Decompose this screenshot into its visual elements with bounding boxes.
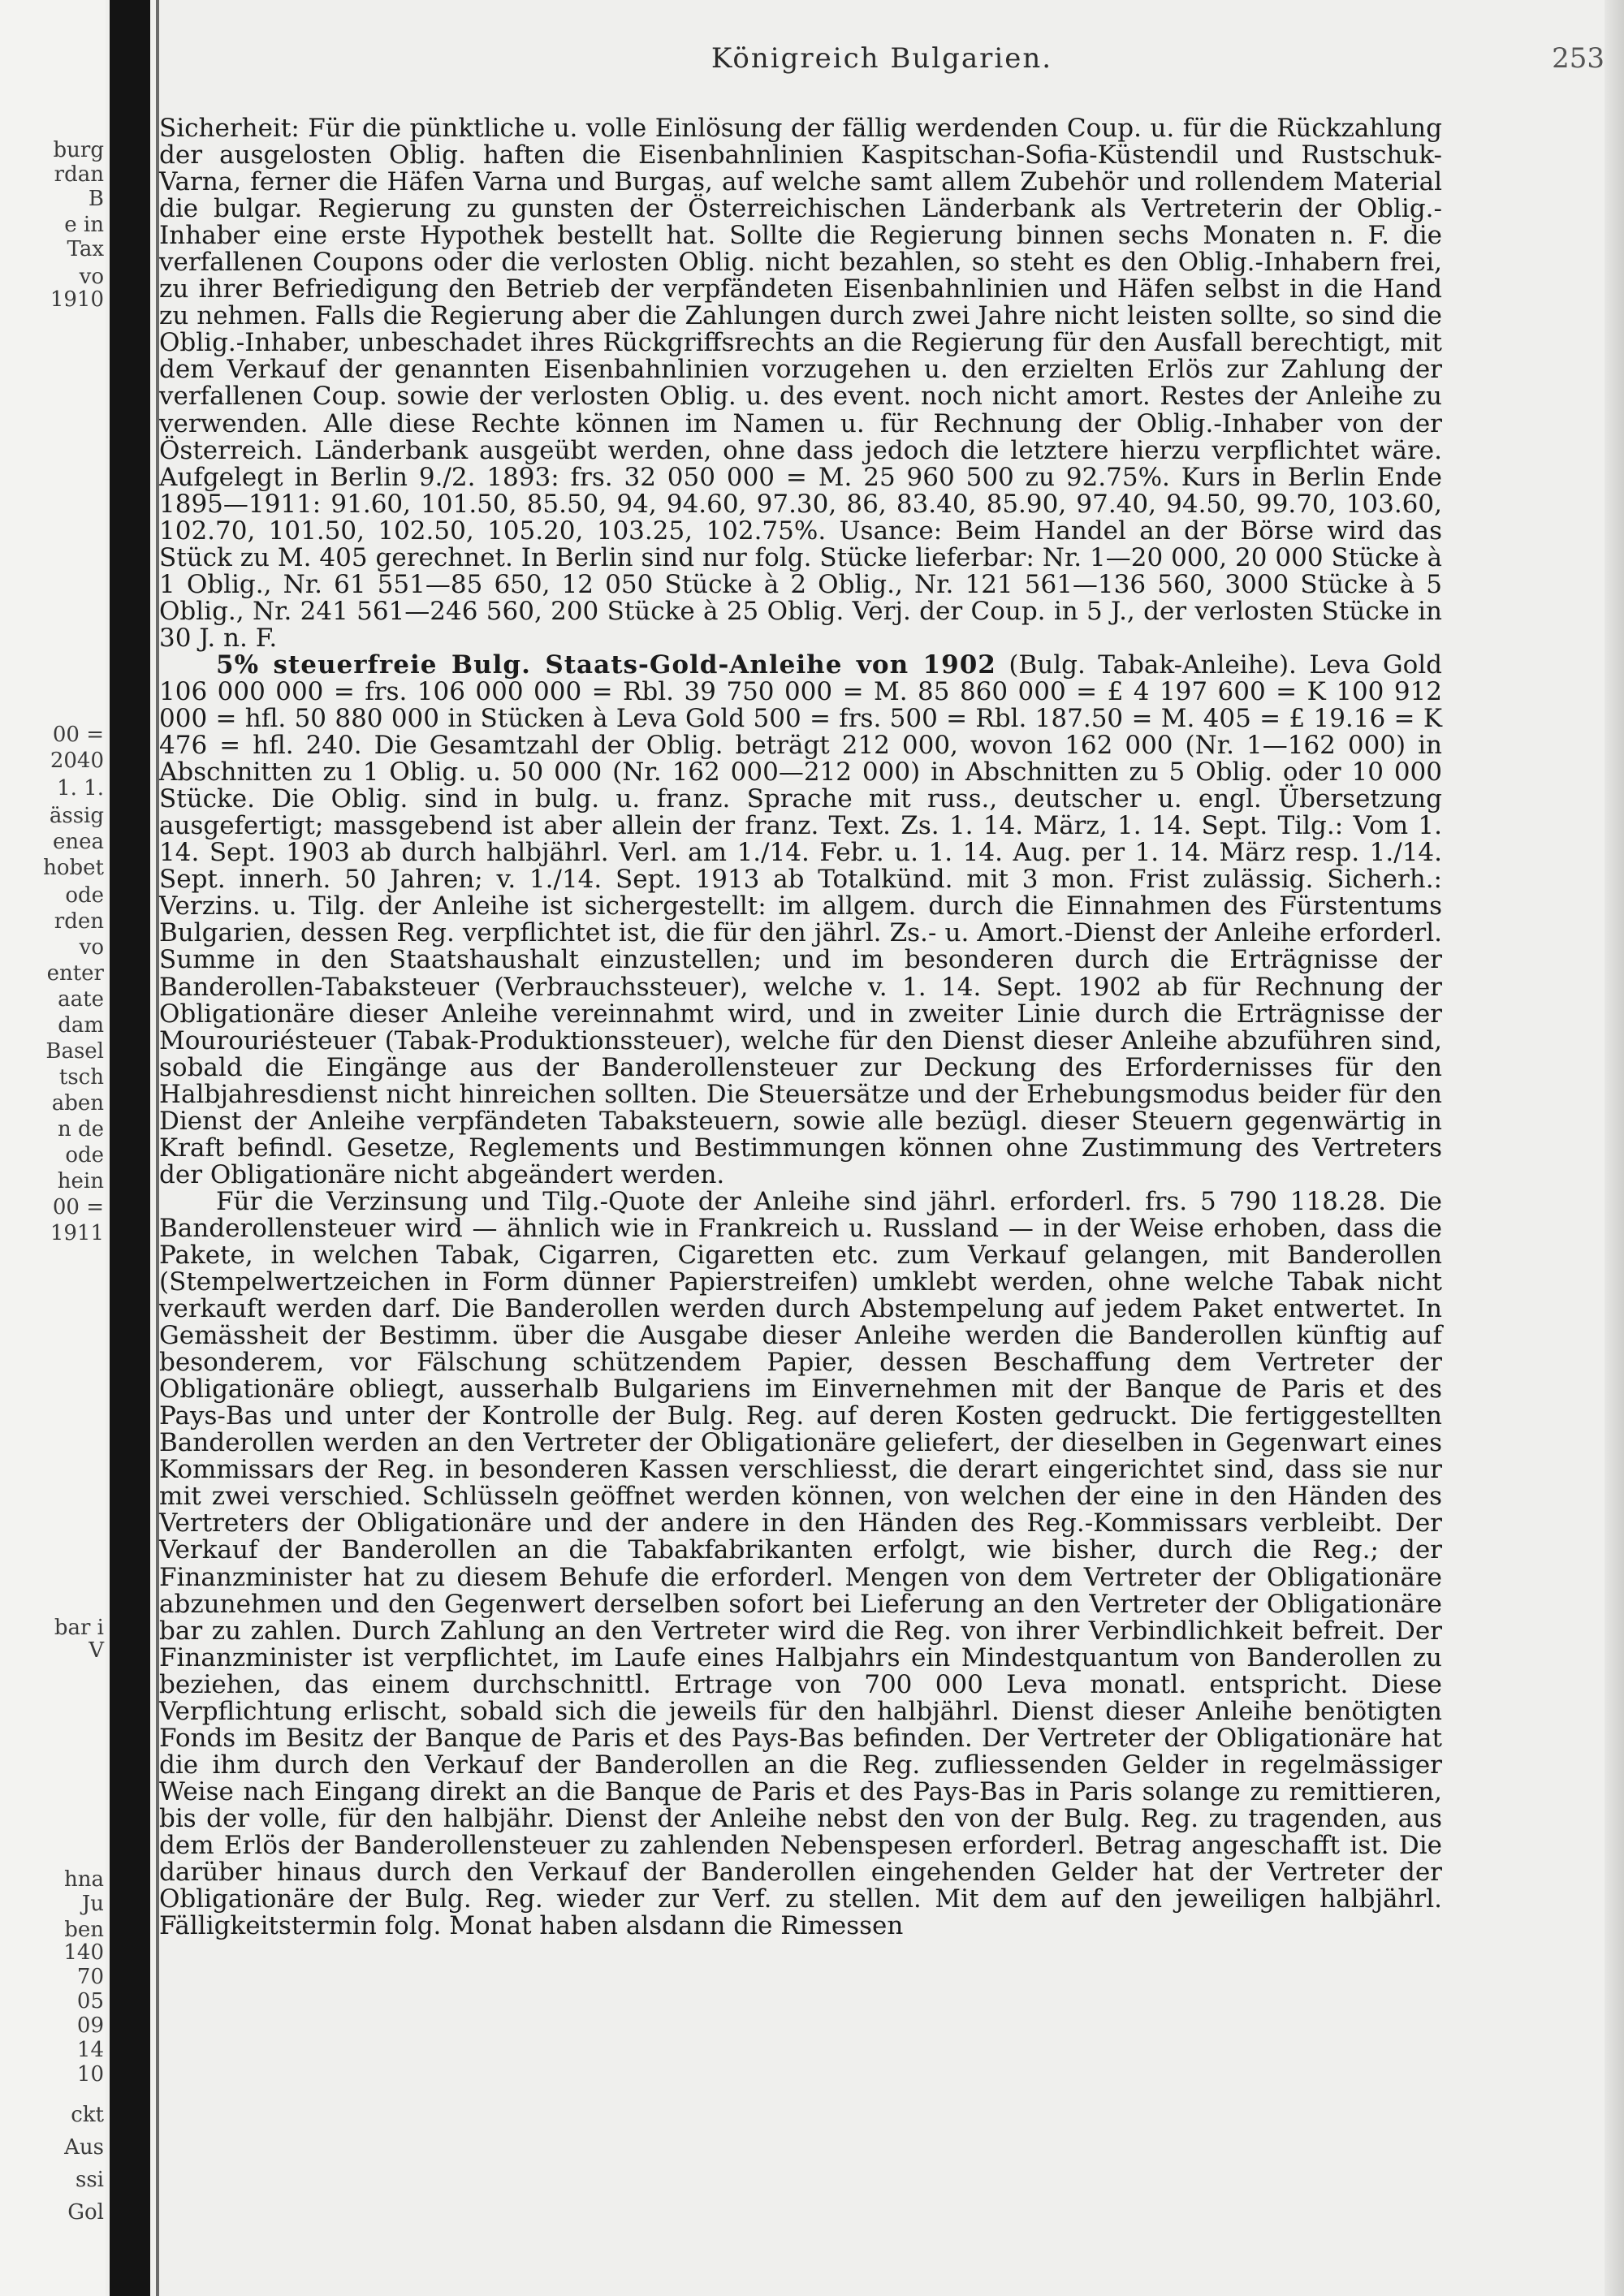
margin-fragment: Tax bbox=[67, 237, 104, 261]
margin-fragment: Basel bbox=[45, 1039, 104, 1064]
margin-fragment: bar i bbox=[54, 1616, 104, 1640]
margin-fragment: 1. 1. bbox=[57, 776, 104, 801]
margin-fragment: e in bbox=[64, 213, 104, 237]
margin-fragment: rden bbox=[54, 909, 104, 934]
margin-fragment: ben bbox=[64, 1918, 104, 1942]
article-body bbox=[159, 115, 1442, 1940]
paragraph-verzinsung: Für die Verzinsung und Tilg.-Quote der Anleihe sind jährl. erforderl. frs. 5 790 118.28. Die Banderollensteuer wird — ähnlich wie in Frankreich u. Russland — in der Weise erhoben, dass die Pakete, in welchen Tabak, Cigarren, Cigaretten etc. zum Verkauf gelangen, mit Banderollen (Stempelwertzeichen in Form dünner Papierstreifen) umklebt werden, ohne welche Tabak nicht verkauft werden darf. Die Banderollen werden durch Abstempelung auf jedem Paket entwertet. In Gemässheit der Bestimm. über die Ausgabe dieser Anleihe werden die Banderollen künftig auf besonderem, vor Fälschung schützendem Papier, dessen Beschaffung dem Vertreter der Obligationäre obliegt, ausserhalb Bulgariens im Einvernehmen mit der Banque de Paris et des Pays-Bas und unter der Kontrolle der Bulg. Reg. auf deren Kosten gedruckt. Die fertiggestellten Banderollen werden an den Vertreter der Obligationäre geliefert, der dieselben in Gegenwart eines Kommissars der Reg. in besonderen Kassen verschliesst, die derart eingerichtet sind, dass sie nur mit zwei verschied. Schlüsseln geöffnet werden können, von welchen der eine in den Händen des Vertreters der Obligationäre und der andere in den Händen des Reg.-Kommissars verbleibt. Der Verkauf der Banderollen an die Tabakfabrikanten erfolgt, wie bisher, durch die Reg.; der Finanzminister hat zu diesem Behufe die erforderl. Mengen von dem Vertreter der Obligationäre abzunehmen und den Gegenwert derselben sofort bei Lieferung an den Vertreter der Obligationäre bar zu zahlen. Durch Zahlung an den Vertreter wird die Reg. von ihrer Verbindlichkeit befreit. Der Finanzminister ist verpflichtet, im Laufe eines Halbjahrs ein Mindestquantum von Banderollen zu beziehen, das einem durchschnittl. Ertrage von 700 000 Leva monatl. entspricht. Diese Verpflichtung erlischt, sobald sich die jeweils für den halbjährl. Dienst dieser Anleihe benötigten Fonds im Besitz der Banque de Paris et des Pays-Bas befinden. Der Vertreter der Obligationäre hat die ihm durch den Verkauf der Banderollen an die Reg. zufliessenden Gelder in regelmässiger Weise nach Eingang direkt an die Banque de Paris et des Pays-Bas in Paris solange zu remittieren, bis der volle, für den halbjähr. Dienst der Anleihe nebst den von der Bulg. Reg. zu tragenden, aus dem Erlös der Banderollensteuer zu zahlenden Nebenspesen erforderl. Betrag angeschafft ist. Die darüber hinaus durch den Verkauf der Banderollen eingehenden Gelder hat der Vertreter der Obligationäre der Bulg. Reg. wieder zur Verf. zu stellen. Mit dem auf den jeweiligen halbjährl. Fälligkeitstermin folg. Monat haben alsdann die Rimessen bbox=[159, 1186, 1442, 1941]
margin-fragment: ode bbox=[65, 883, 104, 908]
margin-fragment: hna bbox=[64, 1867, 104, 1892]
paragraph-sicherheit: Sicherheit: Für die pünktliche u. volle Einlösung der fällig werdenden Coup. u. für die Rückzahlung der ausgelosten Oblig. haften die Eisenbahnlinien Kaspitschan-Sofia-Küstendil und Rustschuk-Varna, ferner die Häfen Varna und Burgas, auf welche samt allem Zubehör und rollendem Material die bulgar. Regierung zu gunsten der Österreichischen Länderbank als Vertreterin der Oblig.-Inhaber eine erste Hypothek bestellt hat. Sollte die Regierung binnen sechs Monaten n. F. die verfallenen Coupons oder die verlosten Oblig. nicht bezahlen, so steht es den Oblig.-Inhabern frei, zu ihrer Befriedigung den Betrieb der verpfändeten Eisenbahnlinien und Häfen selbst in die Hand zu nehmen. Falls die Regierung aber die Zahlungen durch zwei Jahre nicht leisten sollte, so sind die Oblig.-Inhaber, unbeschadet ihres Rückgriffsrechts an die Regierung für den Ausfall berechtigt, mit dem Verkauf der genannten Eisenbahnlinien vorzugehen u. den erzielten Erlös zur Zahlung der verfallenen Coup. sowie der verlosten Oblig. u. des event. noch nicht amort. Restes der Anleihe zu verwenden. Alle diese Rechte können im Namen u. für Rechnung der Oblig.-Inhaber von der Österreich. Länderbank ausgeübt werden, ohne dass jedoch die letztere hierzu verpflichtet wäre. Aufgelegt in Berlin 9./2. 1893: frs. 32 050 000 = M. 25 960 500 zu 92.75%. Kurs in Berlin Ende 1895—1911: 91.60, 101.50, 85.50, 94, 94.60, 97.30, 86, 83.40, 85.90, 97.40, 94.50, 99.70, 103.60, 102.70, 101.50, 102.50, 105.20, 103.25, 102.75%. Usance: Beim Handel an der Börse wird das Stück zu M. 405 gerechnet. In Berlin sind nur folg. Stücke lieferbar: Nr. 1—20 000, 20 000 Stücke à 1 Oblig., Nr. 61 551—85 650, 12 050 Stücke à 2 Oblig., Nr. 121 561—136 560, 3000 Stücke à 5 Oblig., Nr. 241 561—246 560, 200 Stücke à 25 Oblig. Verj. der Coup. in 5 J., der verlosten Stücke in 30 J. n. F. bbox=[159, 114, 1442, 653]
margin-fragment: n de bbox=[57, 1117, 104, 1142]
margin-fragment: enter bbox=[46, 961, 104, 986]
margin-fragment: 05 bbox=[76, 1989, 104, 2013]
page bbox=[159, 0, 1605, 2296]
margin-fragment: tsch bbox=[58, 1065, 104, 1090]
margin-fragment: 00 = bbox=[52, 1195, 104, 1219]
margin-fragment: aben bbox=[51, 1091, 104, 1116]
margin-fragment: 1911 bbox=[50, 1221, 104, 1245]
running-title: Königreich Bulgarien. bbox=[710, 42, 1053, 75]
margin-fragment: 70 bbox=[76, 1965, 104, 1989]
margin-fragment: 10 bbox=[76, 2062, 104, 2087]
page-edge-shadow bbox=[1605, 0, 1624, 2296]
running-head bbox=[159, 42, 1605, 83]
margin-fragment: 00 = bbox=[52, 723, 104, 747]
margin-fragment: vo bbox=[79, 935, 104, 960]
margin-fragment: enea bbox=[52, 830, 104, 854]
margin-fragment: 14 bbox=[76, 2038, 104, 2062]
paragraph-anleihe-1902 bbox=[159, 652, 1442, 1189]
margin-fragment: Aus bbox=[64, 2135, 104, 2160]
margin-fragment: ckt bbox=[71, 2103, 104, 2127]
margin-fragment: B bbox=[88, 187, 104, 211]
margin-fragment: 1910 bbox=[50, 287, 104, 312]
margin-fragment: hein bbox=[57, 1169, 104, 1193]
margin-fragment: burg bbox=[53, 138, 104, 162]
binding-gutter bbox=[110, 0, 150, 2296]
margin-fragment: Gol bbox=[67, 2200, 104, 2225]
page-number: 253 bbox=[1552, 42, 1605, 75]
left-margin-bleed bbox=[0, 0, 106, 2296]
margin-fragment: vo bbox=[79, 265, 104, 289]
margin-fragment: V bbox=[89, 1638, 104, 1663]
loan-title: 5% steuerfreie Bulg. Staats-Gold-Anleihe von 1902 bbox=[216, 650, 996, 680]
margin-fragment: hobet bbox=[43, 856, 104, 880]
margin-fragment: Ju bbox=[81, 1892, 104, 1916]
margin-fragment: 2040 bbox=[50, 749, 104, 773]
margin-fragment: rdan bbox=[54, 162, 104, 187]
margin-fragment: ässig bbox=[49, 804, 104, 828]
margin-fragment: ode bbox=[65, 1143, 104, 1167]
margin-fragment: dam bbox=[58, 1013, 104, 1038]
margin-fragment: aate bbox=[58, 987, 104, 1012]
margin-fragment: 140 bbox=[63, 1940, 104, 1965]
margin-fragment: 09 bbox=[76, 2013, 104, 2038]
loan-description: (Bulg. Tabak-Anleihe). Leva Gold 106 000 000 = frs. 106 000 000 = Rbl. 39 750 000 = M. 85 860 000 = £ 4 197 600 = K 100 912 000 = hfl. 50 880 000 in Stücken à Leva Gold 500 = frs. 500 = Rbl. 187.50 = M. 405 = £ 19.16 = K 476 = hfl. 240. Die Gesamtzahl der Oblig. beträgt 212 000, wovon 162 000 (Nr. 1—162 000) in Abschnitten zu 1 Oblig. u. 50 000 (Nr. 162 000—212 000) in Abschnitten zu 5 Oblig. oder 10 000 Stücke. Die Oblig. sind in bulg. u. franz. Sprache mit russ., deutscher u. engl. Übersetzung ausgefertigt; massgebend ist aber allein der franz. Text. Zs. 1. 14. März, 1. 14. Sept. Tilg.: Vom 1. 14. Sept. 1903 ab durch halbjährl. Verl. am 1./14. Febr. u. 1. 14. Aug. per 1. 14. März resp. 1./14. Sept. innerh. 50 Jahren; v. 1./14. Sept. 1913 ab Totalkünd. mit 3 mon. Frist zulässig. Sicherh.: Verzins. u. Tilg. der Anleihe ist sichergestellt: im allgem. durch die Einnahmen des Fürstentums Bulgarien, dessen Reg. verpflichtet ist, die für den jährl. Zs.- u. Amort.-Dienst der Anleihe erforderl. Summe in den Staatshaushalt einzustellen; und im besonderen durch die Erträgnisse der Banderollen-Tabaksteuer (Verbrauchssteuer), welche v. 1. 14. Sept. 1902 ab für Rechnung der Obligationäre dieser Anleihe vereinnahmt wird, und in zweiter Linie durch die Erträgnisse der Mourouriésteuer (Tabak-Produktionssteuer), welche für den Dienst dieser Anleihe abzuführen sind, sobald die Eingänge aus der Banderollensteuer zur Deckung des Erfordernisses für den Halbjahresdienst nicht hinreichen sollten. Die Steuersätze und der Erhebungsmodus beider für den Dienst der Anleihe verpfändeten Tabaksteuern, sowie alle bezügl. dieser Steuern gegenwärtig in Kraft befindl. Gesetze, Reglements und Bestimmungen können ohne Zustimmung des Vertreters der Obligationäre nicht abgeändert werden. bbox=[159, 650, 1443, 1189]
margin-fragment: ssi bbox=[75, 2168, 104, 2192]
